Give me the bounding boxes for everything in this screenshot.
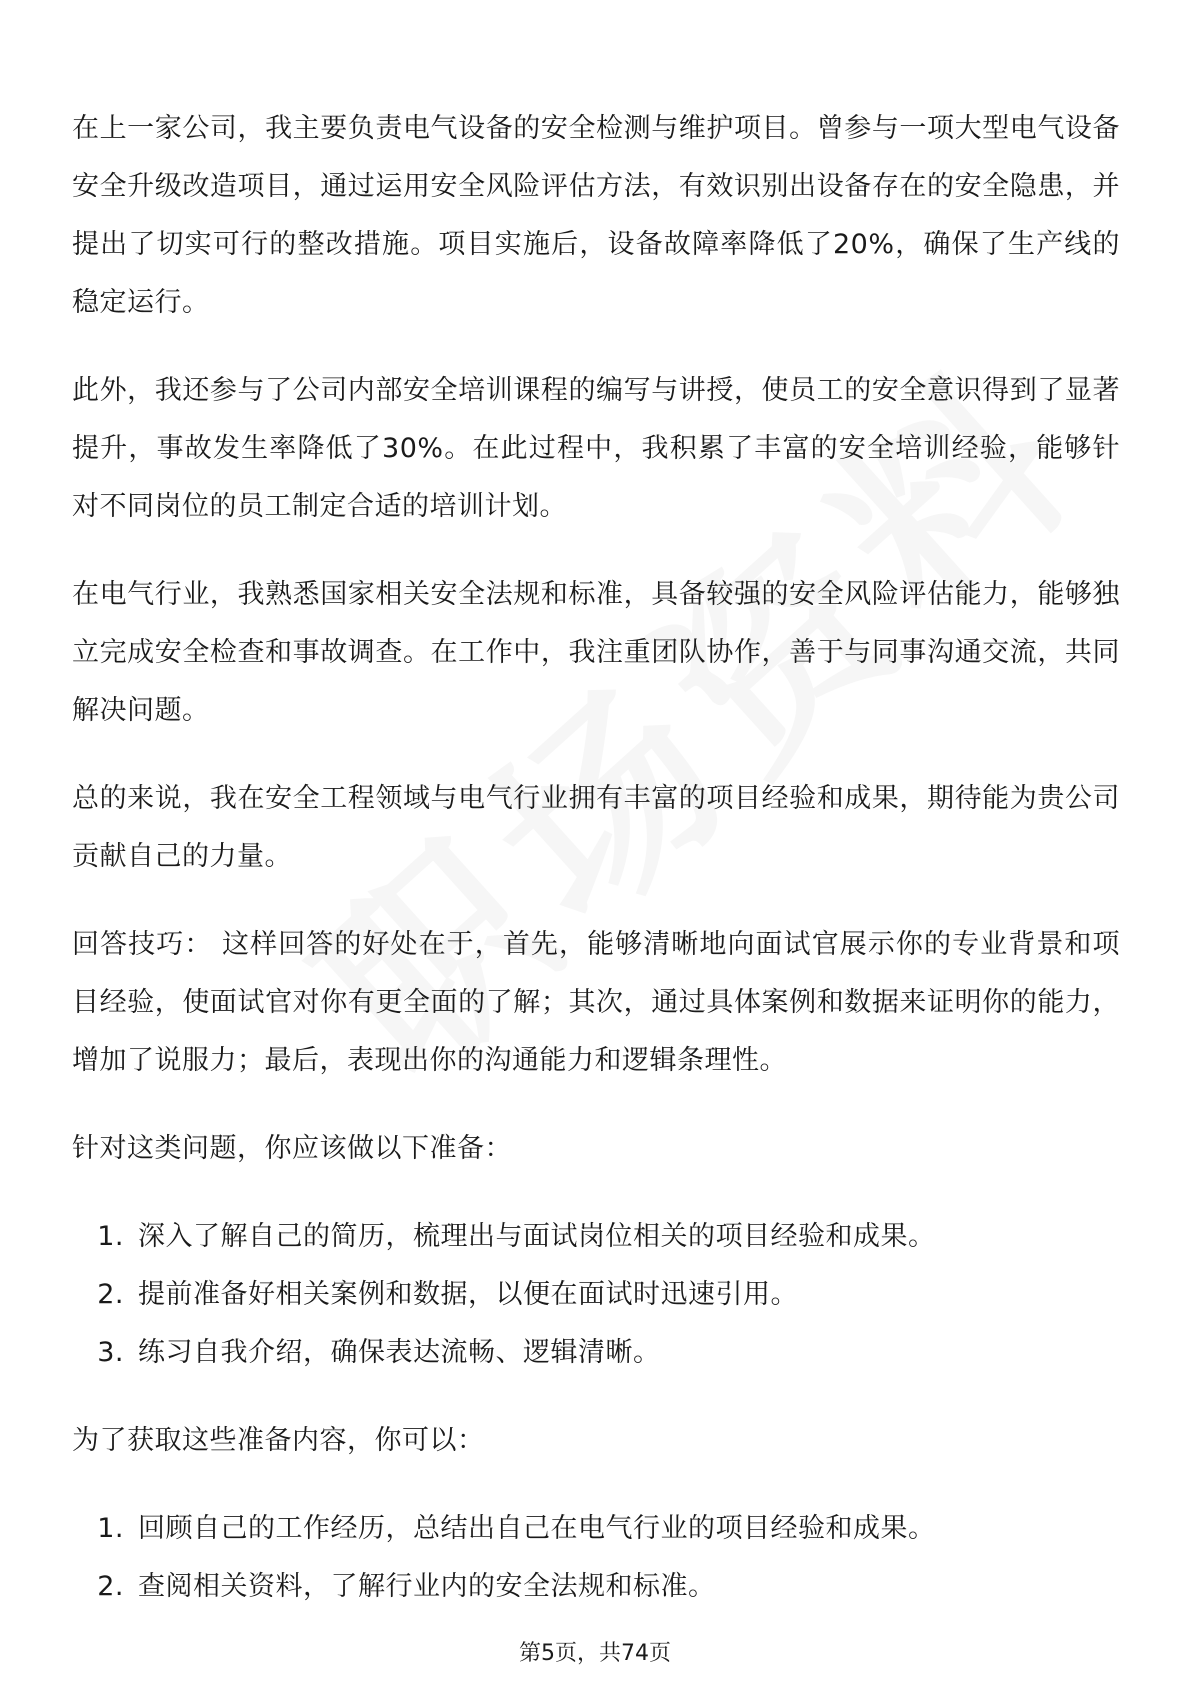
list-number: 3. bbox=[97, 1337, 124, 1368]
page-footer: 第5页，共74页 bbox=[519, 1641, 671, 1666]
paragraph-preparation-intro: 针对这类问题，你应该做以下准备： bbox=[72, 1133, 512, 1164]
list-item bbox=[72, 1500, 1120, 1558]
list-text: 深入了解自己的简历，梳理出与面试岗位相关的项目经验和成果。 bbox=[138, 1221, 936, 1252]
list-text: 查阅相关资料，了解行业内的安全法规和标准。 bbox=[138, 1571, 716, 1602]
list-item bbox=[72, 1558, 1120, 1616]
list-number: 1. bbox=[97, 1221, 124, 1252]
list-text: 练习自我介绍，确保表达流畅、逻辑清晰。 bbox=[138, 1337, 661, 1368]
paragraph-summary: 总的来说，我在安全工程领域与电气行业拥有丰富的项目经验和成果，期待能为贵公司贡献自己的力量。 bbox=[72, 783, 1120, 872]
list-number: 2. bbox=[97, 1571, 124, 1602]
paragraph-industry: 在电气行业，我熟悉国家相关安全法规和标准，具备较强的安全风险评估能力，能够独立完成安全检查和事故调查。在工作中，我注重团队协作，善于与同事沟通交流，共同解决问题。 bbox=[72, 579, 1120, 726]
list-item bbox=[72, 1324, 1120, 1382]
paragraph-experience: 在上一家公司，我主要负责电气设备的安全检测与维护项目。曾参与一项大型电气设备安全升级改造项目，通过运用安全风险评估方法，有效识别出设备存在的安全隐患，并提出了切实可行的整改措施。项目实施后，设备故障率降低了20%，确保了生产线的稳定运行。 bbox=[72, 113, 1120, 318]
paragraph-answer-tips: 回答技巧： 这样回答的好处在于，首先，能够清晰地向面试官展示你的专业背景和项目经验，使面试官对你有更全面的了解；其次，通过具体案例和数据来证明你的能力，增加了说服力；最后，表现出你的沟通能力和逻辑条理性。 bbox=[72, 929, 1120, 1076]
paragraph-training: 此外，我还参与了公司内部安全培训课程的编写与讲授，使员工的安全意识得到了显著提升，事故发生率降低了30%。在此过程中，我积累了丰富的安全培训经验，能够针对不同岗位的员工制定合适的培训计划。 bbox=[72, 375, 1120, 522]
list-number: 2. bbox=[97, 1279, 124, 1310]
paragraph-acquire-intro: 为了获取这些准备内容，你可以： bbox=[72, 1425, 485, 1456]
list-text: 回顾自己的工作经历，总结出自己在电气行业的项目经验和成果。 bbox=[138, 1513, 936, 1544]
list-item bbox=[72, 1208, 1120, 1266]
preparation-list bbox=[72, 1208, 1120, 1382]
acquire-list bbox=[72, 1500, 1120, 1616]
list-number: 1. bbox=[97, 1513, 124, 1544]
page-content bbox=[72, 100, 1120, 1646]
list-text: 提前准备好相关案例和数据，以便在面试时迅速引用。 bbox=[138, 1279, 798, 1310]
list-item bbox=[72, 1266, 1120, 1324]
